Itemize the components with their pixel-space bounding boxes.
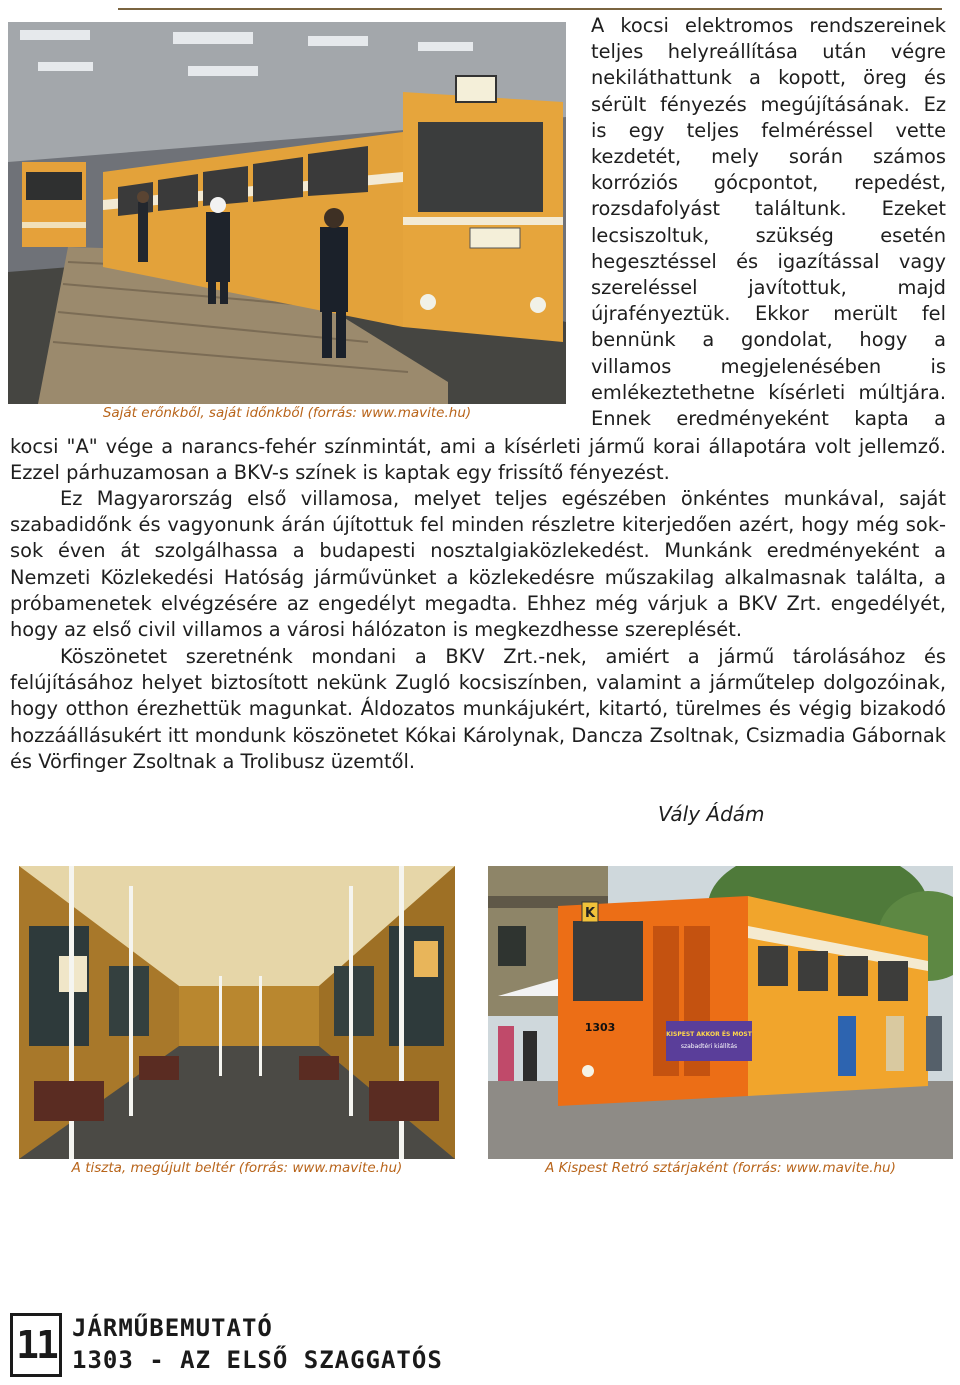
intro-line: is egy teljes felméréssel vette [591, 118, 946, 142]
intro-line: emlékeztethetne kísérleti múltjára. [591, 380, 946, 404]
intro-line: lecsiszoltuk, szükség esetén [591, 223, 946, 247]
intro-line: rozsdafolyást találtunk. Ezeket [591, 197, 946, 221]
author-signature: Vály Ádám [658, 802, 765, 826]
caption-interior-photo: A tiszta, megújult beltér (forrás: www.mavite.hu) [71, 1160, 403, 1176]
intro-line: újrafényeztük. Ekkor merült fel [591, 302, 946, 326]
caption-depot-photo: Saját erőnkből, saját időnkből (forrás: www.mavite.hu) [102, 405, 472, 421]
intro-line: sérült fényezés megújításának. Ez [591, 92, 946, 116]
interior-scene-image [19, 866, 455, 1159]
route-sign-text: K [584, 906, 596, 921]
intro-line: A kocsi elektromos rendszereinek [591, 14, 946, 37]
article-intro-continued: kocsi "A" vége a narancs-fehér színmintát, ami a kísérleti jármű korai állapotára volt jellemző. Ezzel párhuzamosan a BKV-s színek is kaptak egy frissítő fényezést. [10, 435, 946, 485]
banner-line2: szabadtéri kiállítás [680, 1043, 738, 1050]
tram-number-text: 1303 [584, 1021, 616, 1034]
intro-line: szereléssel javítottuk, majd [591, 276, 946, 300]
article-paragraph-3: Köszönetet szeretnénk mondani a BKV Zrt.-nek, amiért a jármű tárolásához és felújításához helyet biztosított nekünk Zugló kocsiszínben, valamint a járműtelep dolgozóinak, hogy otthon érezhettük magunkat. Áldozatos munkájukért, kitartó, türelmes és végig bizakodó hozzáállásukért itt mondunk köszönetet Kókai Károlynak, Dancza Zsoltnak, Csizmadia Gábornak és Vörfinger Zsoltnak a Trolibusz üzemtől. [10, 645, 946, 773]
intro-line: Ennek eredményeként kapta a [591, 407, 946, 431]
article-paragraph-2: Ez Magyarország első villamosa, melyet teljes egészében önkéntes munkával, saját szabadidőnk és vagyonunk árán újítottuk fel minden részletre kiterjedően azért, hogy még sok-sok éven át szolgálhassa a budapesti nosztalgiaközlekedést. Munkánk eredményeként a Nemzeti Közlekedési Hatóság járművünket a közlekedésre műszakilag alkalmasnak találta, a próbamenetek elvégzésére az engedélyt megadta. Ehhez még várjuk a BKV Zrt. engedélyét, hogy az első civil villamos a városi hálózaton is megkezdhesse szereplését. [10, 487, 946, 642]
header-rule [118, 8, 942, 10]
page-number: 11 [10, 1313, 62, 1377]
photo-depot-workshop [8, 22, 566, 404]
intro-line: nekiláthattunk a kopott, öreg és [591, 66, 946, 90]
photo-tram-interior [19, 866, 455, 1159]
intro-line: kezdetét, mely során számos [591, 145, 946, 169]
article-intro-column [591, 13, 946, 432]
intro-line: teljes helyreállítása után végre [591, 40, 946, 64]
caption-street-photo: A Kispest Retró sztárjaként (forrás: www.mavite.hu) [545, 1160, 896, 1176]
street-scene-image [488, 866, 953, 1159]
intro-line: korróziós gócpontot, repedést, [591, 171, 946, 195]
footer-section-title: JÁRMŰBEMUTATÓ [72, 1314, 273, 1342]
intro-line: hegesztéssel és igazítással vagy [591, 249, 946, 273]
depot-scene-image [8, 22, 566, 404]
banner-line1: KISPEST AKKOR ÉS MOST [666, 1031, 752, 1038]
photo-tram-street [488, 866, 953, 1159]
intro-line: bennünk a gondolat, hogy a [591, 328, 946, 352]
intro-line: villamos megjelenésében is [591, 354, 946, 378]
footer-article-title: 1303 - AZ ELSŐ SZAGGATÓS [72, 1346, 443, 1374]
